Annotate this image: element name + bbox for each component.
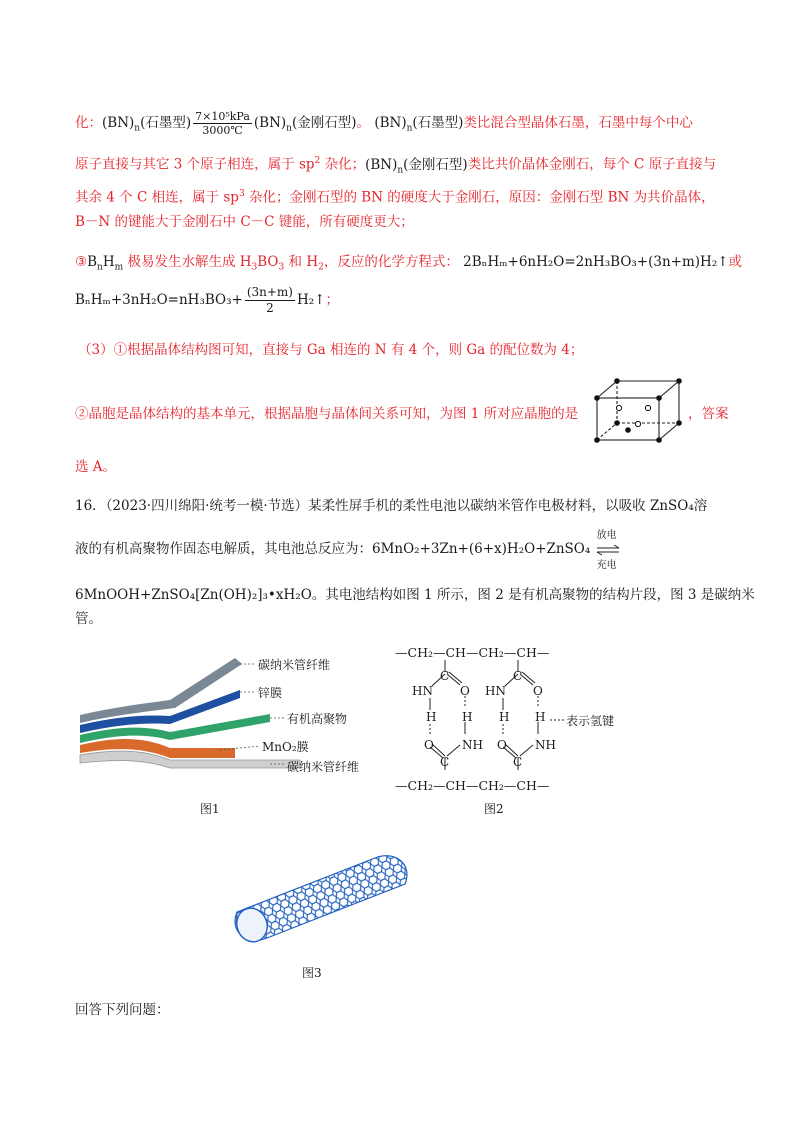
- atom-h: H: [462, 710, 473, 724]
- answer-text: 其余 4 个 C 相连，属于 sp: [75, 189, 239, 206]
- carbon-nanotube-figure: [225, 850, 415, 950]
- answer-text: 和 H: [284, 254, 319, 270]
- answer-line-5: [75, 253, 742, 277]
- reaction-condition: $\frac{\text{7×10⁵kPa}}{3000℃}$: [195, 110, 250, 137]
- answer-text: 类比共价晶体金刚石，每个 C 原子直接与: [467, 156, 717, 173]
- chemical-equation: 2BₙHₘ+6nH₂O=2nH₃BO₃+(3n+m)H₂↑: [463, 254, 729, 270]
- bn-formula: $(BN)_n$(金刚石型): [365, 156, 468, 176]
- fig1-label-5: 碳纳米管纤维: [287, 760, 360, 774]
- superscript: 2: [314, 156, 321, 166]
- question-text: 某柔性屏手机的柔性电池以碳纳米管作电极材料，以吸收 ZnSO₄溶: [308, 498, 708, 514]
- question-line-2: [75, 529, 621, 571]
- chemical-equation: H₂↑: [297, 292, 326, 308]
- atom-nh: NH: [535, 738, 556, 752]
- atom-o: O: [533, 684, 543, 698]
- item-marker: ③: [75, 254, 88, 270]
- question-line-1: [75, 497, 707, 515]
- answer-text: ；: [325, 292, 339, 308]
- question-text: 液的有机高聚物作固态电解质，其电池总反应为：6MnO₂+3Zn+(6+x)H₂O+ZnSO₄: [75, 541, 591, 557]
- atom-h: H: [426, 710, 437, 724]
- fig2-bottom-chain: —CH₂—CH—CH₂—CH—: [395, 778, 550, 793]
- atom-hn: HN: [485, 684, 506, 698]
- black-atoms: [594, 378, 682, 443]
- hbond-label: 表示氢键: [566, 714, 615, 728]
- answer-text: 极易发生水解生成 H: [123, 254, 252, 270]
- superscript: 3: [238, 189, 245, 199]
- separator: 。: [356, 115, 371, 131]
- fig1-label-4: MnO₂膜: [262, 740, 309, 754]
- chemical-equation: BₙHₘ+3nH₂O=nH₃BO₃+: [75, 292, 243, 308]
- fig1-caption: 图1: [200, 802, 220, 816]
- answer-line-8-tail: [688, 405, 729, 423]
- bn-formula: $(BN)_n$(石墨型): [102, 115, 192, 134]
- unit-cell-diagram: [592, 378, 684, 444]
- answer-text: ②晶胞是晶体结构的基本单元，根据晶胞与晶体间关系可知，为图 1 所对应晶胞的是: [75, 406, 579, 422]
- answer-line-6: [75, 285, 339, 316]
- answer-text: 类比混合型晶体石墨，石墨中每个中心: [463, 115, 693, 131]
- answer-line-7: [78, 341, 583, 359]
- question-line-3: [75, 586, 755, 604]
- fig2-top-chain: —CH₂—CH—CH₂—CH—: [395, 645, 550, 660]
- answer-text: ，反应的化学方程式：: [323, 254, 459, 270]
- atom-c: C: [440, 755, 450, 769]
- atom-hn: HN: [412, 684, 433, 698]
- atom-c: C: [513, 669, 523, 683]
- atom-h: H: [499, 710, 510, 724]
- bn-formula: $(BN)_n$(金刚石型): [253, 115, 357, 134]
- atom-o: O: [497, 738, 507, 752]
- answer-prefix: 化：: [75, 115, 102, 131]
- fig1-label-1: 碳纳米管纤维: [258, 658, 331, 672]
- answer-line-4: [75, 213, 414, 231]
- discharge-label: 放电: [596, 529, 617, 541]
- answer-text: 或: [728, 254, 743, 270]
- atom-h: H: [535, 710, 546, 724]
- atom-o: O: [460, 684, 470, 698]
- answer-text: B－N 的键能大于金刚石中 C－C 键能，所有硬度更大；: [75, 214, 414, 230]
- fig3-caption: 图3: [302, 966, 322, 980]
- atom-c: C: [513, 755, 523, 769]
- question-text: 管。: [75, 611, 102, 627]
- answer-line-2: [75, 152, 716, 179]
- bn-formula: $(BN)_n$(石墨型): [374, 115, 464, 134]
- answer-text: （3）①根据晶体结构图可知，直接与 Ga 相连的 N 有 4 个，则 Ga 的配位数为 4；: [78, 342, 584, 358]
- atom-c: C: [440, 669, 450, 683]
- charge-label: 充电: [596, 559, 617, 571]
- answer-text: BO: [257, 254, 279, 270]
- question-text: 回答下列问题：: [75, 1002, 170, 1018]
- answer-text: 原子直接与其它 3 个原子相连，属于 sp: [75, 156, 315, 173]
- answer-line-1: [75, 110, 693, 138]
- question-source: （2023·四川绵阳·统考一模·节选）: [105, 498, 309, 514]
- subscript: 3: [251, 262, 258, 273]
- answer-text: 杂化；金刚石型的 BN 的硬度大于金刚石，原因：金刚石型 BN 为共价晶体，: [244, 189, 715, 206]
- formula: $B_nH_m$: [87, 254, 124, 273]
- question-prompt: [75, 1001, 170, 1019]
- atom-nh: NH: [462, 738, 483, 752]
- answer-line-8: [75, 405, 578, 423]
- atom-o: O: [424, 738, 434, 752]
- fig1-label-2: 锌膜: [258, 686, 283, 700]
- fig1-label-3: 有机高聚物: [287, 712, 348, 726]
- answer-line-9: [75, 458, 116, 476]
- fraction: $\frac{(3n+m)}{2}$: [246, 285, 293, 315]
- answer-text: 选 A。: [75, 459, 117, 475]
- fig2-caption: 图2: [484, 802, 504, 816]
- answer-line-3: [75, 185, 715, 207]
- answer-text: 杂化；: [320, 156, 366, 173]
- question-text: 6MnOOH+ZnSO₄[Zn(OH)₂]₃•xH₂O。其电池结构如图 1 所示，图 2 是有机高聚物的结构片段，图 3 是碳纳米: [75, 587, 755, 603]
- answer-text: ，答案: [688, 406, 729, 422]
- question-line-4: [75, 610, 102, 628]
- subscript: 2: [318, 262, 324, 273]
- subscript: 3: [278, 262, 285, 273]
- reversible-arrow: [595, 529, 621, 571]
- question-number: 16．: [75, 498, 106, 514]
